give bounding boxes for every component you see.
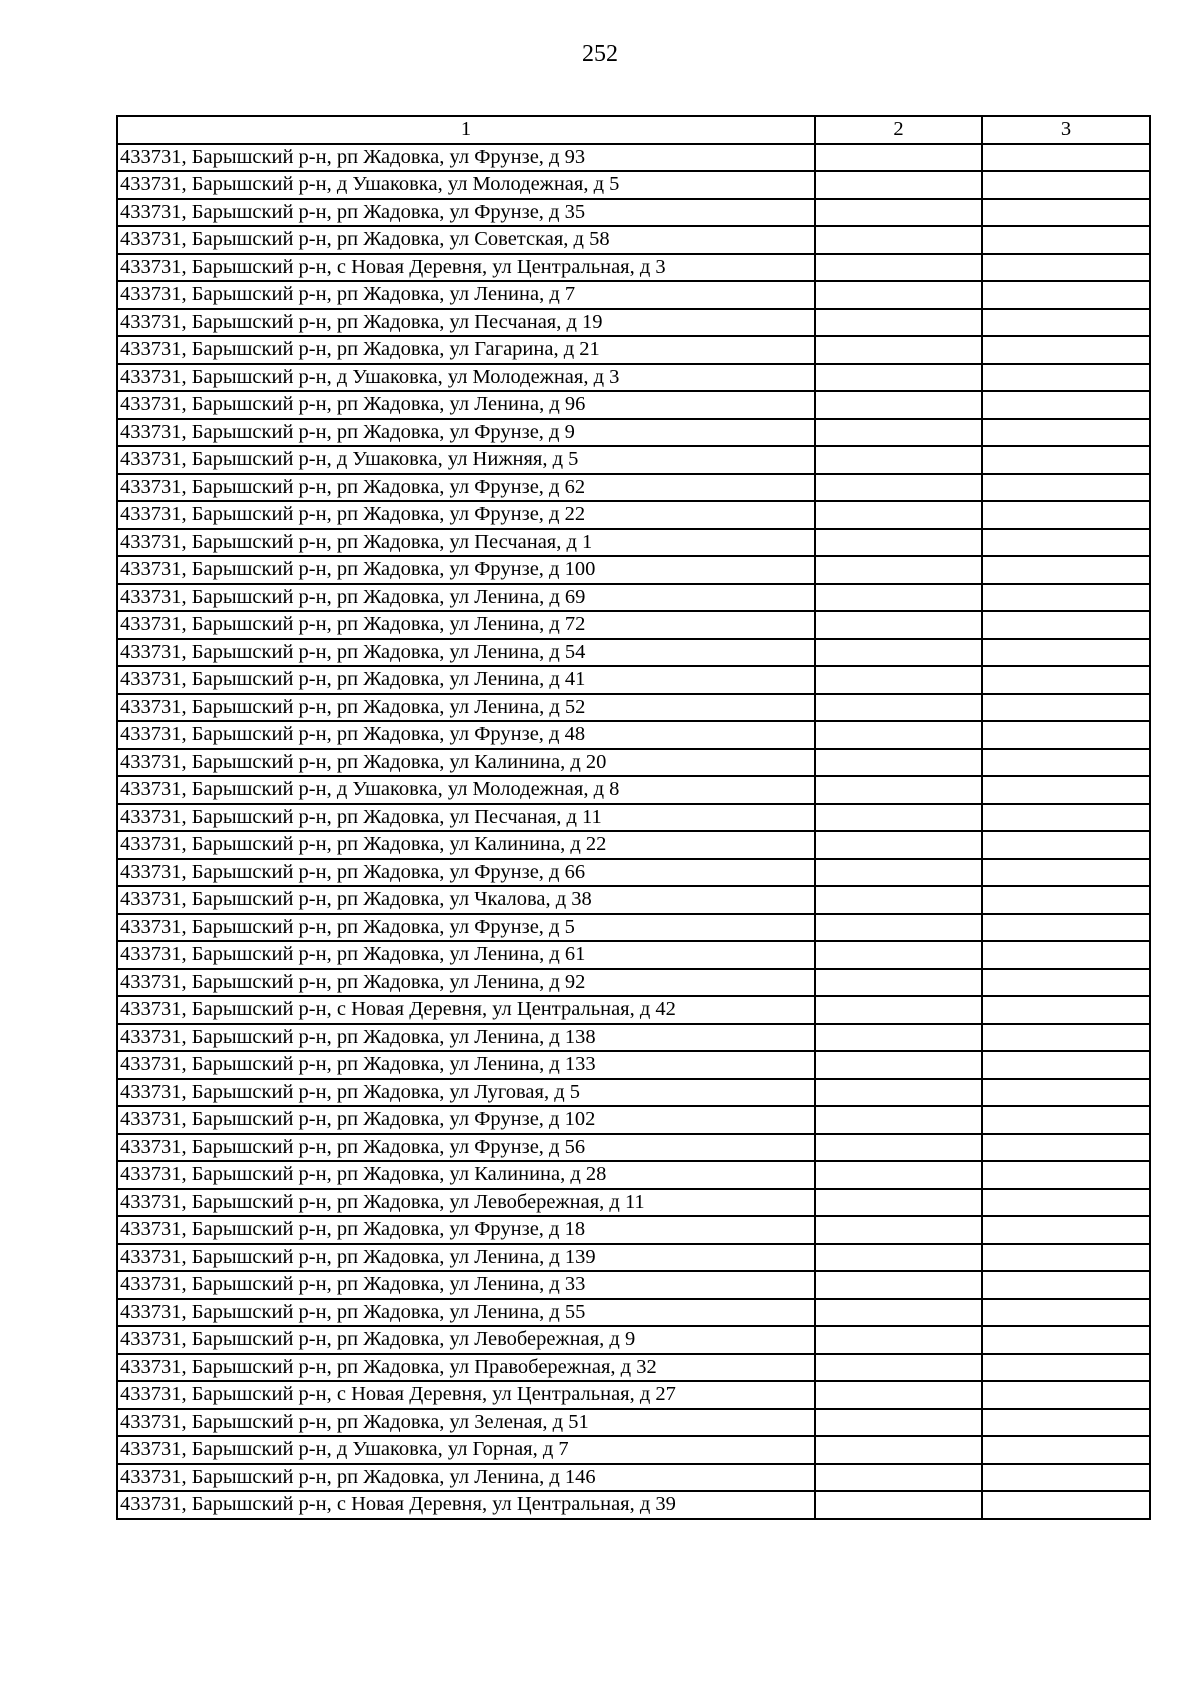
empty-cell-col3: [982, 886, 1150, 914]
empty-cell-col3: [982, 226, 1150, 254]
table-row: [117, 474, 1150, 502]
empty-cell-col2: [815, 1326, 982, 1354]
empty-cell-col2: [815, 1189, 982, 1217]
empty-cell-col3: [982, 364, 1150, 392]
address-cell: 433731, Барышский р-н, с Новая Деревня, ул Центральная, д 42: [117, 996, 815, 1024]
empty-cell-col2: [815, 941, 982, 969]
column-header-2: 2: [815, 116, 982, 144]
empty-cell-col3: [982, 969, 1150, 997]
table-row: [117, 1244, 1150, 1272]
table-row: [117, 446, 1150, 474]
address-cell: 433731, Барышский р-н, рп Жадовка, ул Фрунзе, д 18: [117, 1216, 815, 1244]
empty-cell-col3: [982, 1409, 1150, 1437]
empty-cell-col2: [815, 804, 982, 832]
address-cell: 433731, Барышский р-н, рп Жадовка, ул Песчаная, д 1: [117, 529, 815, 557]
empty-cell-col2: [815, 144, 982, 172]
empty-cell-col3: [982, 666, 1150, 694]
empty-cell-col3: [982, 611, 1150, 639]
address-cell: 433731, Барышский р-н, рп Жадовка, ул Ленина, д 61: [117, 941, 815, 969]
empty-cell-col2: [815, 1299, 982, 1327]
address-cell: 433731, Барышский р-н, рп Жадовка, ул Фрунзе, д 100: [117, 556, 815, 584]
empty-cell-col2: [815, 1216, 982, 1244]
table-row: [117, 1106, 1150, 1134]
empty-cell-col3: [982, 1436, 1150, 1464]
empty-cell-col3: [982, 1491, 1150, 1519]
table-row: [117, 1381, 1150, 1409]
table-row: [117, 1409, 1150, 1437]
address-cell: 433731, Барышский р-н, рп Жадовка, ул Калинина, д 28: [117, 1161, 815, 1189]
table-row: [117, 666, 1150, 694]
address-cell: 433731, Барышский р-н, рп Жадовка, ул Калинина, д 20: [117, 749, 815, 777]
table-body: [117, 144, 1150, 1519]
empty-cell-col3: [982, 1161, 1150, 1189]
empty-cell-col2: [815, 226, 982, 254]
address-cell: 433731, Барышский р-н, рп Жадовка, ул Фрунзе, д 9: [117, 419, 815, 447]
empty-cell-col2: [815, 584, 982, 612]
address-cell: 433731, Барышский р-н, рп Жадовка, ул Ленина, д 138: [117, 1024, 815, 1052]
empty-cell-col2: [815, 474, 982, 502]
address-table: [116, 115, 1151, 1520]
table-row: [117, 914, 1150, 942]
empty-cell-col3: [982, 144, 1150, 172]
empty-cell-col2: [815, 1161, 982, 1189]
empty-cell-col2: [815, 254, 982, 282]
empty-cell-col3: [982, 1326, 1150, 1354]
table-row: [117, 391, 1150, 419]
empty-cell-col2: [815, 611, 982, 639]
empty-cell-col3: [982, 1024, 1150, 1052]
empty-cell-col3: [982, 831, 1150, 859]
address-cell: 433731, Барышский р-н, с Новая Деревня, ул Центральная, д 39: [117, 1491, 815, 1519]
address-cell: 433731, Барышский р-н, рп Жадовка, ул Фрунзе, д 56: [117, 1134, 815, 1162]
empty-cell-col3: [982, 639, 1150, 667]
address-cell: 433731, Барышский р-н, рп Жадовка, ул Ленина, д 139: [117, 1244, 815, 1272]
address-cell: 433731, Барышский р-н, рп Жадовка, ул Фрунзе, д 102: [117, 1106, 815, 1134]
table-row: [117, 144, 1150, 172]
empty-cell-col2: [815, 309, 982, 337]
empty-cell-col2: [815, 1464, 982, 1492]
address-cell: 433731, Барышский р-н, рп Жадовка, ул Ленина, д 41: [117, 666, 815, 694]
empty-cell-col3: [982, 556, 1150, 584]
address-cell: 433731, Барышский р-н, рп Жадовка, ул Фрунзе, д 93: [117, 144, 815, 172]
empty-cell-col2: [815, 1409, 982, 1437]
address-cell: 433731, Барышский р-н, рп Жадовка, ул Советская, д 58: [117, 226, 815, 254]
table-row: [117, 529, 1150, 557]
table-row: [117, 969, 1150, 997]
empty-cell-col3: [982, 584, 1150, 612]
table-row: [117, 859, 1150, 887]
table-row: [117, 254, 1150, 282]
table-row: [117, 336, 1150, 364]
table-row: [117, 1326, 1150, 1354]
empty-cell-col2: [815, 886, 982, 914]
empty-cell-col2: [815, 391, 982, 419]
empty-cell-col2: [815, 1244, 982, 1272]
empty-cell-col3: [982, 914, 1150, 942]
address-cell: 433731, Барышский р-н, рп Жадовка, ул Ленина, д 96: [117, 391, 815, 419]
table-row: [117, 611, 1150, 639]
address-cell: 433731, Барышский р-н, рп Жадовка, ул Калинина, д 22: [117, 831, 815, 859]
empty-cell-col2: [815, 1134, 982, 1162]
empty-cell-col3: [982, 501, 1150, 529]
table-row: [117, 556, 1150, 584]
address-cell: 433731, Барышский р-н, рп Жадовка, ул Ленина, д 133: [117, 1051, 815, 1079]
table-row: [117, 199, 1150, 227]
empty-cell-col3: [982, 281, 1150, 309]
table-header-row: [117, 116, 1150, 144]
address-cell: 433731, Барышский р-н, д Ушаковка, ул Молодежная, д 3: [117, 364, 815, 392]
empty-cell-col3: [982, 309, 1150, 337]
empty-cell-col3: [982, 1079, 1150, 1107]
table-row: [117, 1354, 1150, 1382]
address-cell: 433731, Барышский р-н, рп Жадовка, ул Зеленая, д 51: [117, 1409, 815, 1437]
empty-cell-col2: [815, 529, 982, 557]
empty-cell-col3: [982, 474, 1150, 502]
address-cell: 433731, Барышский р-н, д Ушаковка, ул Молодежная, д 5: [117, 171, 815, 199]
table-row: [117, 1161, 1150, 1189]
table-row: [117, 419, 1150, 447]
address-cell: 433731, Барышский р-н, рп Жадовка, ул Чкалова, д 38: [117, 886, 815, 914]
address-cell: 433731, Барышский р-н, рп Жадовка, ул Ленина, д 72: [117, 611, 815, 639]
empty-cell-col3: [982, 419, 1150, 447]
table-row: [117, 886, 1150, 914]
address-cell: 433731, Барышский р-н, рп Жадовка, ул Песчаная, д 11: [117, 804, 815, 832]
empty-cell-col3: [982, 336, 1150, 364]
table-row: [117, 1216, 1150, 1244]
empty-cell-col3: [982, 1189, 1150, 1217]
empty-cell-col2: [815, 721, 982, 749]
address-cell: 433731, Барышский р-н, д Ушаковка, ул Нижняя, д 5: [117, 446, 815, 474]
table-row: [117, 584, 1150, 612]
empty-cell-col2: [815, 501, 982, 529]
empty-cell-col3: [982, 749, 1150, 777]
empty-cell-col3: [982, 694, 1150, 722]
empty-cell-col3: [982, 941, 1150, 969]
empty-cell-col2: [815, 776, 982, 804]
address-cell: 433731, Барышский р-н, рп Жадовка, ул Луговая, д 5: [117, 1079, 815, 1107]
empty-cell-col2: [815, 1051, 982, 1079]
address-cell: 433731, Барышский р-н, рп Жадовка, ул Фрунзе, д 35: [117, 199, 815, 227]
empty-cell-col2: [815, 666, 982, 694]
empty-cell-col2: [815, 1354, 982, 1382]
empty-cell-col3: [982, 1051, 1150, 1079]
empty-cell-col2: [815, 281, 982, 309]
empty-cell-col2: [815, 171, 982, 199]
empty-cell-col3: [982, 1216, 1150, 1244]
address-cell: 433731, Барышский р-н, рп Жадовка, ул Правобережная, д 32: [117, 1354, 815, 1382]
table-row: [117, 1299, 1150, 1327]
table-row: [117, 694, 1150, 722]
empty-cell-col3: [982, 391, 1150, 419]
empty-cell-col3: [982, 171, 1150, 199]
empty-cell-col3: [982, 199, 1150, 227]
table-row: [117, 749, 1150, 777]
empty-cell-col3: [982, 446, 1150, 474]
address-cell: 433731, Барышский р-н, рп Жадовка, ул Фрунзе, д 5: [117, 914, 815, 942]
address-cell: 433731, Барышский р-н, д Ушаковка, ул Молодежная, д 8: [117, 776, 815, 804]
page-number: 252: [582, 41, 618, 67]
table-row: [117, 1051, 1150, 1079]
empty-cell-col3: [982, 254, 1150, 282]
empty-cell-col3: [982, 1134, 1150, 1162]
table-row: [117, 941, 1150, 969]
empty-cell-col3: [982, 529, 1150, 557]
table-row: [117, 1491, 1150, 1519]
table-row: [117, 501, 1150, 529]
empty-cell-col2: [815, 1024, 982, 1052]
empty-cell-col2: [815, 1491, 982, 1519]
empty-cell-col3: [982, 804, 1150, 832]
table-row: [117, 831, 1150, 859]
column-header-3: 3: [982, 116, 1150, 144]
address-cell: 433731, Барышский р-н, рп Жадовка, ул Ленина, д 69: [117, 584, 815, 612]
address-cell: 433731, Барышский р-н, рп Жадовка, ул Ленина, д 33: [117, 1271, 815, 1299]
address-cell: 433731, Барышский р-н, рп Жадовка, ул Ленина, д 55: [117, 1299, 815, 1327]
table-row: [117, 1189, 1150, 1217]
address-cell: 433731, Барышский р-н, рп Жадовка, ул Фрунзе, д 48: [117, 721, 815, 749]
table-row: [117, 996, 1150, 1024]
empty-cell-col2: [815, 969, 982, 997]
table-row: [117, 1436, 1150, 1464]
empty-cell-col2: [815, 336, 982, 364]
empty-cell-col2: [815, 1106, 982, 1134]
address-cell: 433731, Барышский р-н, рп Жадовка, ул Левобережная, д 9: [117, 1326, 815, 1354]
table-row: [117, 281, 1150, 309]
table-row: [117, 1271, 1150, 1299]
empty-cell-col3: [982, 721, 1150, 749]
empty-cell-col3: [982, 1244, 1150, 1272]
empty-cell-col2: [815, 1381, 982, 1409]
table-row: [117, 226, 1150, 254]
address-cell: 433731, Барышский р-н, рп Жадовка, ул Ленина, д 52: [117, 694, 815, 722]
empty-cell-col2: [815, 859, 982, 887]
table-row: [117, 1024, 1150, 1052]
table-row: [117, 721, 1150, 749]
empty-cell-col2: [815, 556, 982, 584]
address-cell: 433731, Барышский р-н, рп Жадовка, ул Фрунзе, д 62: [117, 474, 815, 502]
table-row: [117, 1134, 1150, 1162]
address-cell: 433731, Барышский р-н, с Новая Деревня, ул Центральная, д 3: [117, 254, 815, 282]
address-cell: 433731, Барышский р-н, рп Жадовка, ул Песчаная, д 19: [117, 309, 815, 337]
address-cell: 433731, Барышский р-н, рп Жадовка, ул Ленина, д 7: [117, 281, 815, 309]
address-cell: 433731, Барышский р-н, рп Жадовка, ул Ленина, д 54: [117, 639, 815, 667]
address-cell: 433731, Барышский р-н, рп Жадовка, ул Ленина, д 92: [117, 969, 815, 997]
empty-cell-col2: [815, 996, 982, 1024]
address-cell: 433731, Барышский р-н, рп Жадовка, ул Ленина, д 146: [117, 1464, 815, 1492]
empty-cell-col2: [815, 1436, 982, 1464]
empty-cell-col3: [982, 859, 1150, 887]
address-cell: 433731, Барышский р-н, д Ушаковка, ул Горная, д 7: [117, 1436, 815, 1464]
empty-cell-col2: [815, 1079, 982, 1107]
table-row: [117, 1464, 1150, 1492]
table-row: [117, 639, 1150, 667]
empty-cell-col2: [815, 446, 982, 474]
empty-cell-col2: [815, 1271, 982, 1299]
table-row: [117, 364, 1150, 392]
empty-cell-col3: [982, 1381, 1150, 1409]
empty-cell-col2: [815, 364, 982, 392]
table-row: [117, 1079, 1150, 1107]
empty-cell-col3: [982, 1354, 1150, 1382]
table-row: [117, 171, 1150, 199]
empty-cell-col2: [815, 419, 982, 447]
empty-cell-col2: [815, 639, 982, 667]
empty-cell-col2: [815, 749, 982, 777]
empty-cell-col3: [982, 1464, 1150, 1492]
table-row: [117, 804, 1150, 832]
address-cell: 433731, Барышский р-н, с Новая Деревня, ул Центральная, д 27: [117, 1381, 815, 1409]
empty-cell-col3: [982, 1106, 1150, 1134]
empty-cell-col2: [815, 199, 982, 227]
empty-cell-col3: [982, 776, 1150, 804]
empty-cell-col3: [982, 996, 1150, 1024]
empty-cell-col3: [982, 1299, 1150, 1327]
address-cell: 433731, Барышский р-н, рп Жадовка, ул Левобережная, д 11: [117, 1189, 815, 1217]
address-cell: 433731, Барышский р-н, рп Жадовка, ул Фрунзе, д 22: [117, 501, 815, 529]
table-row: [117, 309, 1150, 337]
address-cell: 433731, Барышский р-н, рп Жадовка, ул Фрунзе, д 66: [117, 859, 815, 887]
empty-cell-col2: [815, 831, 982, 859]
empty-cell-col3: [982, 1271, 1150, 1299]
column-header-1: 1: [117, 116, 815, 144]
table-row: [117, 776, 1150, 804]
empty-cell-col2: [815, 694, 982, 722]
empty-cell-col2: [815, 914, 982, 942]
address-cell: 433731, Барышский р-н, рп Жадовка, ул Гагарина, д 21: [117, 336, 815, 364]
